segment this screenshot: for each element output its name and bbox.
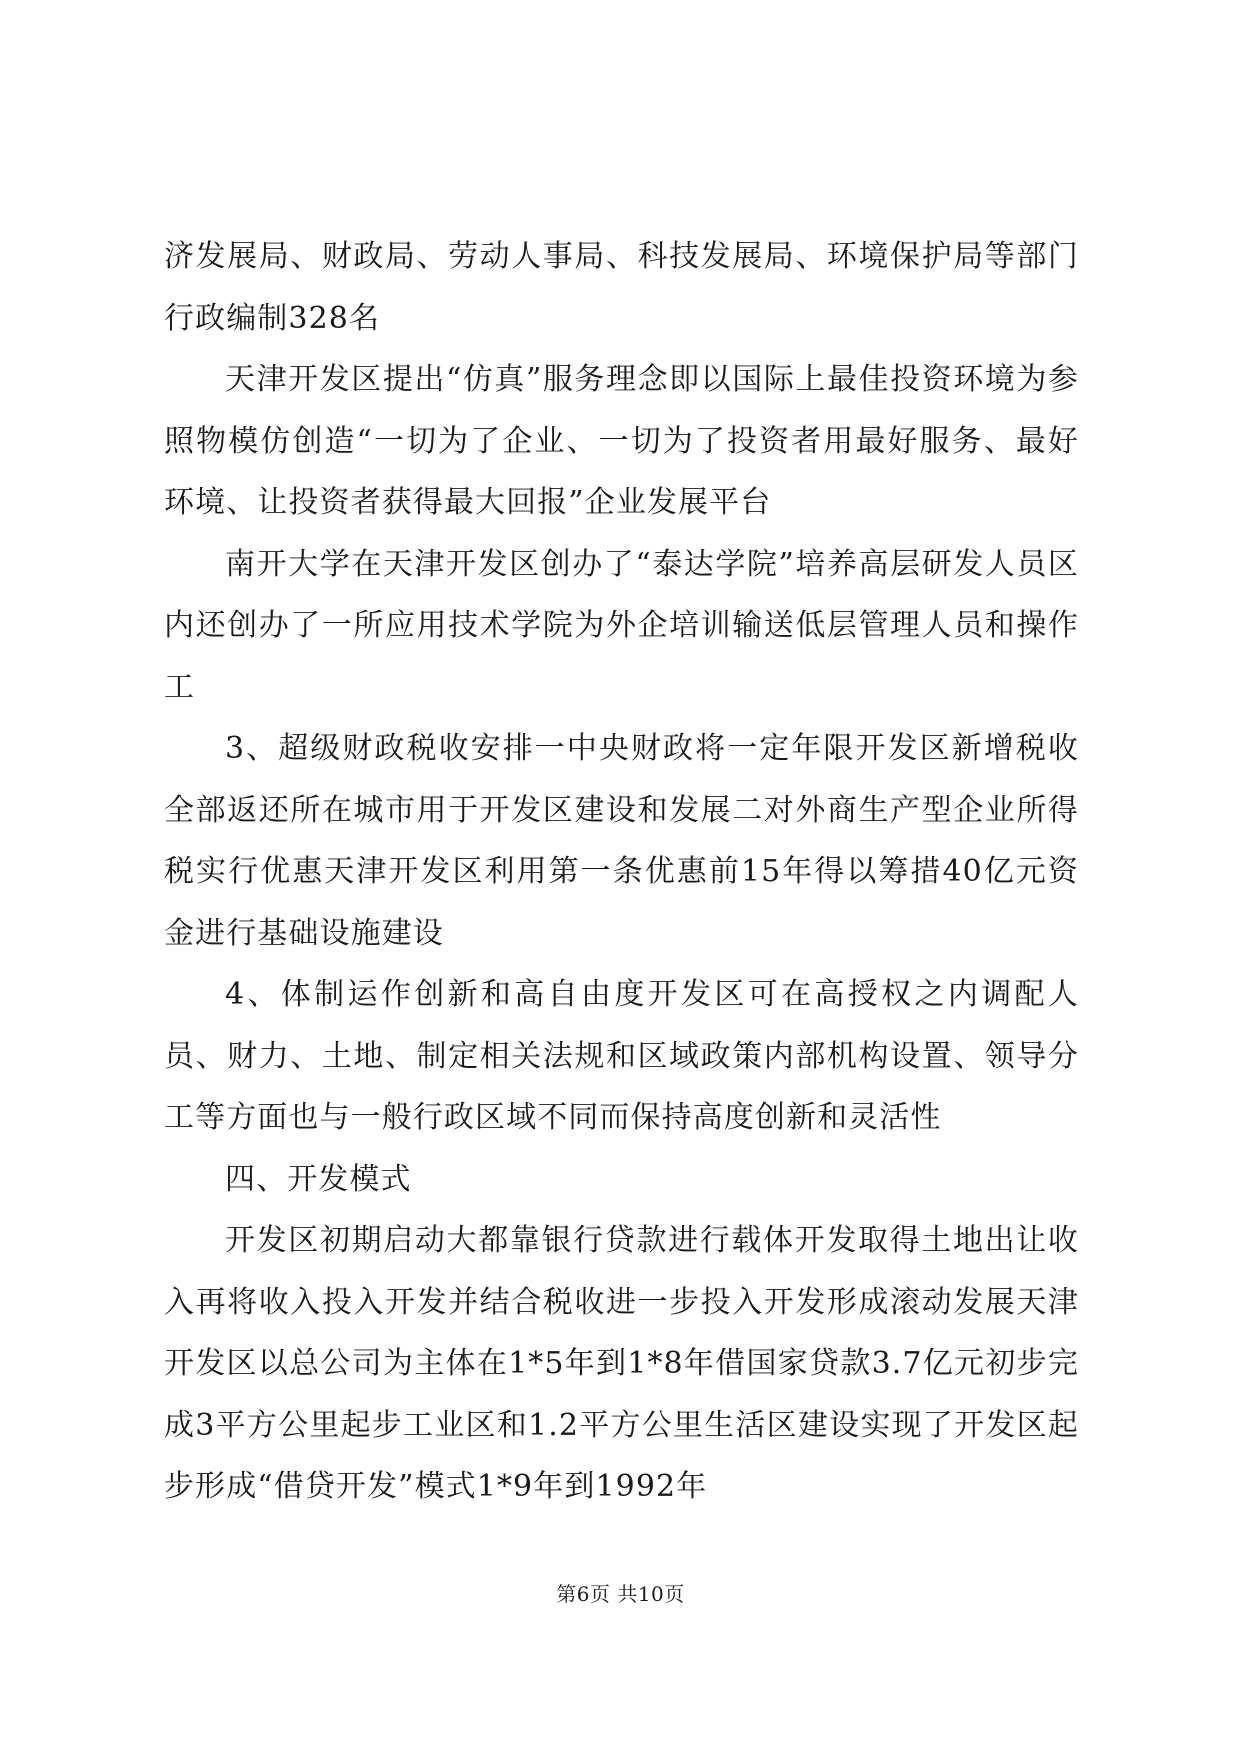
paragraph-2: 天津开发区提出“仿真”服务理念即以国际上最佳投资环境为参照物模仿创造“一切为了企业、一切为了投资者用最好服务、最好环境、让投资者获得最大回报”企业发展平台	[164, 362, 1079, 520]
section-heading: 四、开发模式	[225, 1161, 412, 1197]
paragraph-5: 4、体制运作创新和高自由度开发区可在高授权之内调配人员、财力、土地、制定相关法规和区域政策内部机构设置、领导分工等方面也与一般行政区域不同而保持高度创新和灵活性	[164, 977, 1079, 1135]
paragraph-3: 南开大学在天津开发区创办了“泰达学院”培养高层研发人员区内还创办了一所应用技术学院为外企培训输送低层管理人员和操作工	[164, 546, 1079, 705]
paragraph-4: 3、超级财政税收安排一中央财政将一定年限开发区新增税收全部返还所在城市用于开发区建设和发展二对外商生产型企业所得税实行优惠天津开发区利用第一条优惠前15年得以筹措40亿元资金进行基础设施建设	[164, 731, 1079, 951]
page-footer: 第6页 共10页	[556, 1582, 685, 1606]
paragraph-6: 开发区初期启动大都靠银行贷款进行载体开发取得土地出让收入再将收入投入开发并结合税收进一步投入开发形成滚动发展天津开发区以总公司为主体在1*5年到1*8年借国家贷款3.7亿元初步完成3平方公里起步工业区和1.2平方公里生活区建设实现了开发区起步形成“借贷开发”模式1*9年到1992年	[164, 1223, 1079, 1504]
document-body	[164, 226, 1079, 1518]
paragraph-1: 济发展局、财政局、劳动人事局、科技发展局、环境保护局等部门行政编制328名	[164, 239, 1079, 336]
